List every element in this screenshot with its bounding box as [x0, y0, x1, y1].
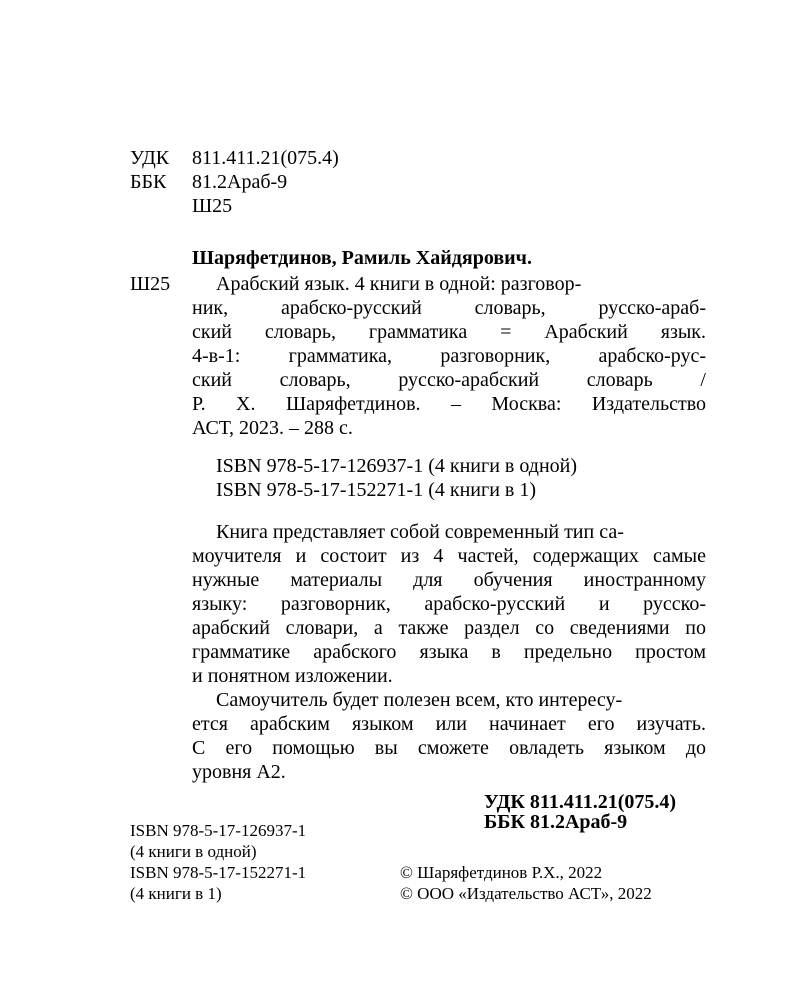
udk-line — [130, 146, 339, 170]
card-isbn-line: ISBN 978-5-17-126937-1 (4 книги в одной) — [216, 455, 578, 477]
udk-value: 811.411.21(075.4) — [192, 147, 339, 169]
annotation-line: и понятном изложении. — [192, 665, 393, 687]
footer-isbn-line: (4 книги в одной) — [130, 842, 257, 861]
footer-isbn-line: ISBN 978-5-17-126937-1 — [130, 821, 307, 840]
annotation-line: Самоучитель будет полезен всем, кто интересу- — [216, 689, 623, 711]
author-sign-top: Ш25 — [192, 195, 233, 217]
footer-isbn-line: ISBN 978-5-17-152271-1 — [130, 863, 307, 882]
description-line: ник, арабско-русский словарь, русско-араб- — [192, 297, 706, 319]
bbk-label: ББК — [130, 171, 167, 193]
closing-udk: УДК 811.411.21(075.4) — [484, 791, 677, 813]
annotation-line: моучителя и состоит из 4 частей, содержащих самые — [192, 545, 706, 567]
description-line: 4-в-1: грамматика, разговорник, арабско-рус- — [192, 345, 706, 367]
annotation-line: ется арабским языком или начинает его изучать. — [192, 713, 706, 735]
author-heading: Шаряфетдинов, Рамиль Хайдярович. — [192, 247, 532, 269]
author-sign-card: Ш25 — [130, 273, 171, 295]
annotation-line: уровня А2. — [192, 761, 286, 783]
description-line: АСТ, 2023. – 288 с. — [192, 417, 353, 439]
annotation-line: С его помощью вы сможете овладеть языком до — [192, 737, 706, 759]
description-line: Арабский язык. 4 книги в одной: разговор- — [216, 273, 582, 295]
bbk-line — [130, 170, 287, 194]
bbk-value: 81.2Араб-9 — [192, 171, 288, 193]
closing-bbk: ББК 81.2Араб-9 — [484, 811, 628, 833]
footer-isbn-line: (4 книги в 1) — [130, 884, 222, 903]
card-isbn-line: ISBN 978-5-17-152271-1 (4 книги в 1) — [216, 479, 536, 501]
description-line: ский словарь, русско-арабский словарь / — [192, 369, 706, 391]
annotation-line: Книга представляет собой современный тип са- — [216, 521, 624, 543]
description-line: Р. Х. Шаряфетдинов. – Москва: Издательство — [192, 393, 706, 415]
udk-label: УДК — [130, 147, 170, 169]
annotation-line: грамматике арабского языка в предельно простом — [192, 641, 706, 663]
annotation-line: арабский словари, а также раздел со сведениями по — [192, 617, 706, 639]
annotation-line: языку: разговорник, арабско-русский и русско- — [192, 593, 706, 615]
annotation-line: нужные материалы для обучения иностранному — [192, 569, 706, 591]
description-line: ский словарь, грамматика = Арабский язык. — [192, 321, 706, 343]
copyright-line: © Шаряфетдинов Р.Х., 2022 — [400, 863, 603, 882]
copyright-line: © ООО «Издательство АСТ», 2022 — [400, 884, 652, 903]
